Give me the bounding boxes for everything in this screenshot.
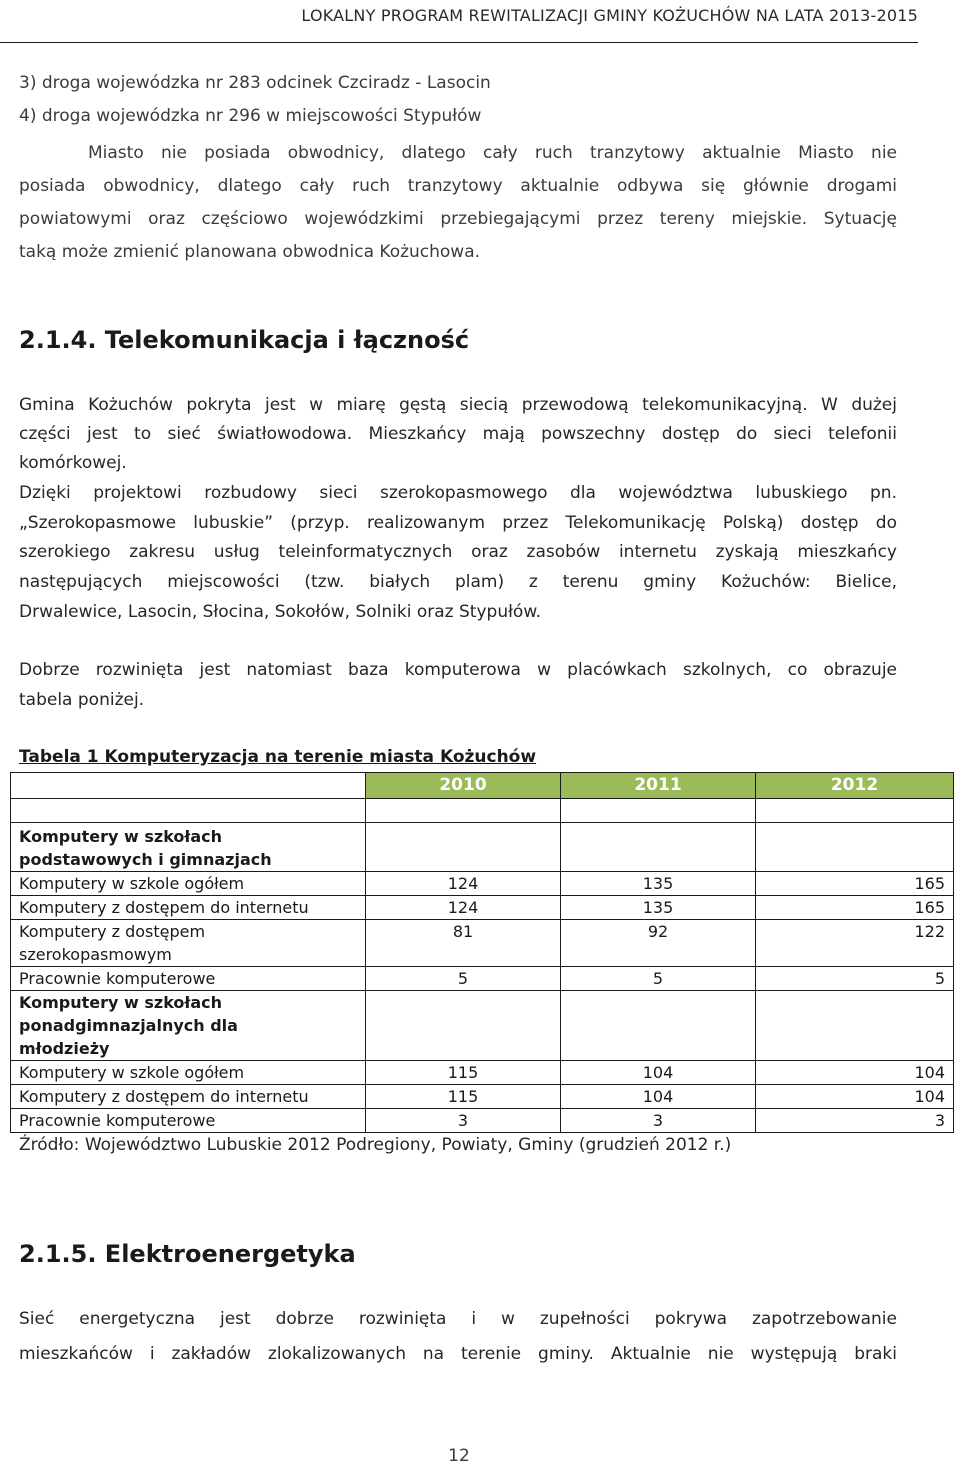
table-source: Źródło: Województwo Lubuskie 2012 Podregiony, Powiaty, Gminy (grudzień 2012 r.) xyxy=(19,1135,732,1155)
year-header: 2012 xyxy=(756,773,954,799)
cell-value: 104 xyxy=(756,1061,954,1085)
cell-value: 5 xyxy=(756,967,954,991)
cell-value: 104 xyxy=(561,1061,756,1085)
year-header: 2011 xyxy=(561,773,756,799)
cell-value: 3 xyxy=(756,1109,954,1133)
table-cell xyxy=(561,823,756,872)
section-heading-telecom: 2.1.4. Telekomunikacja i łączność xyxy=(19,326,470,354)
table-section-row xyxy=(11,991,954,1061)
list-item-road-283: 3) droga wojewódzka nr 283 odcinek Czciradz - Lasocin xyxy=(19,73,491,93)
table-row xyxy=(11,872,954,896)
table-cell xyxy=(366,799,561,823)
table-cell xyxy=(11,799,366,823)
section-label: Komputery w szkołach podstawowych i gimnazjach xyxy=(11,823,366,872)
paragraph-line: taką może zmienić planowana obwodnica Kożuchowa. xyxy=(19,242,481,262)
table-cell xyxy=(366,823,561,872)
row-label: Komputery w szkole ogółem xyxy=(11,1061,366,1085)
paragraph-line: „Szerokopasmowe lubuskie” (przyp. realizowanym przez Telekomunikację Polską) dostęp do xyxy=(19,513,897,533)
cell-value: 104 xyxy=(756,1085,954,1109)
paragraph-line: Sieć energetyczna jest dobrze rozwinięta i w zupełności pokrywa zapotrzebowanie xyxy=(19,1309,897,1329)
row-label: Pracownie komputerowe xyxy=(11,1109,366,1133)
computerization-table xyxy=(10,772,954,1133)
row-label: Komputery z dostępem szerokopasmowym xyxy=(11,920,366,967)
table-header-empty xyxy=(11,773,366,799)
table-cell xyxy=(366,991,561,1061)
cell-value: 124 xyxy=(366,872,561,896)
table-row xyxy=(11,920,954,967)
table-row xyxy=(11,1085,954,1109)
list-item-road-296: 4) droga wojewódzka nr 296 w miejscowości Stypułów xyxy=(19,106,482,126)
cell-value: 5 xyxy=(561,967,756,991)
paragraph-line: Miasto nie posiada obwodnicy, dlatego cały ruch tranzytowy aktualnie Miasto nie xyxy=(88,143,897,163)
cell-value: 115 xyxy=(366,1061,561,1085)
cell-value: 165 xyxy=(756,896,954,920)
row-label: Komputery z dostępem do internetu xyxy=(11,1085,366,1109)
cell-value: 3 xyxy=(366,1109,561,1133)
table-row xyxy=(11,967,954,991)
page-number: 12 xyxy=(448,1446,470,1466)
table-row xyxy=(11,896,954,920)
section-label: Komputery w szkołach ponadgimnazjalnych dla młodzieży xyxy=(11,991,366,1061)
table-caption: Tabela 1 Komputeryzacja na terenie miasta Kożuchów xyxy=(19,747,537,767)
cell-value: 122 xyxy=(756,920,954,967)
cell-value: 165 xyxy=(756,872,954,896)
row-label: Komputery w szkole ogółem xyxy=(11,872,366,896)
cell-value: 115 xyxy=(366,1085,561,1109)
table-cell xyxy=(756,991,954,1061)
cell-value: 124 xyxy=(366,896,561,920)
paragraph-line: mieszkańców i zakładów zlokalizowanych na terenie gminy. Aktualnie nie występują braki xyxy=(19,1344,897,1364)
paragraph-line: posiada obwodnicy, dlatego cały ruch tranzytowy aktualnie odbywa się głównie drogami xyxy=(19,176,897,196)
cell-value: 3 xyxy=(561,1109,756,1133)
row-label: Komputery z dostępem do internetu xyxy=(11,896,366,920)
paragraph-line: szerokiego zakresu usług teleinformatycznych oraz zasobów internetu zyskają mieszkańcy xyxy=(19,542,897,562)
cell-value: 5 xyxy=(366,967,561,991)
table-row xyxy=(11,1061,954,1085)
cell-value: 81 xyxy=(366,920,561,967)
paragraph-line: następujących miejscowości (tzw. białych plam) z terenu gminy Kożuchów: Bielice, xyxy=(19,572,897,592)
paragraph-line: Drwalewice, Lasocin, Słocina, Sokołów, Solniki oraz Stypułów. xyxy=(19,602,542,622)
page-header xyxy=(0,0,918,43)
table-spacer-row xyxy=(11,799,954,823)
table-cell xyxy=(756,823,954,872)
paragraph-line: Dobrze rozwinięta jest natomiast baza komputerowa w placówkach szkolnych, co obrazuje xyxy=(19,660,897,680)
table-cell xyxy=(756,799,954,823)
cell-value: 135 xyxy=(561,872,756,896)
document-title: LOKALNY PROGRAM REWITALIZACJI GMINY KOŻUCHÓW NA LATA 2013-2015 xyxy=(301,6,918,25)
year-header: 2010 xyxy=(366,773,561,799)
paragraph-line: Gmina Kożuchów pokryta jest w miarę gęstą siecią przewodową telekomunikacyjną. W dużej xyxy=(19,395,897,415)
paragraph-line: powiatowymi oraz częściowo wojewódzkimi przebiegającymi przez tereny miejskie. Sytuację xyxy=(19,209,897,229)
paragraph-line: tabela poniżej. xyxy=(19,690,145,710)
cell-value: 92 xyxy=(561,920,756,967)
row-label: Pracownie komputerowe xyxy=(11,967,366,991)
table-row xyxy=(11,1109,954,1133)
paragraph-line: Dzięki projektowi rozbudowy sieci szerokopasmowego dla województwa lubuskiego pn. xyxy=(19,483,897,503)
table-header-row xyxy=(11,773,954,799)
cell-value: 104 xyxy=(561,1085,756,1109)
paragraph-line: części jest to sieć światłowodowa. Mieszkańcy mają powszechny dostęp do sieci telefonii xyxy=(19,424,897,444)
table-section-row xyxy=(11,823,954,872)
section-heading-energy: 2.1.5. Elektroenergetyka xyxy=(19,1240,356,1268)
paragraph-line: komórkowej. xyxy=(19,453,127,473)
cell-value: 135 xyxy=(561,896,756,920)
table-cell xyxy=(561,799,756,823)
table-cell xyxy=(561,991,756,1061)
